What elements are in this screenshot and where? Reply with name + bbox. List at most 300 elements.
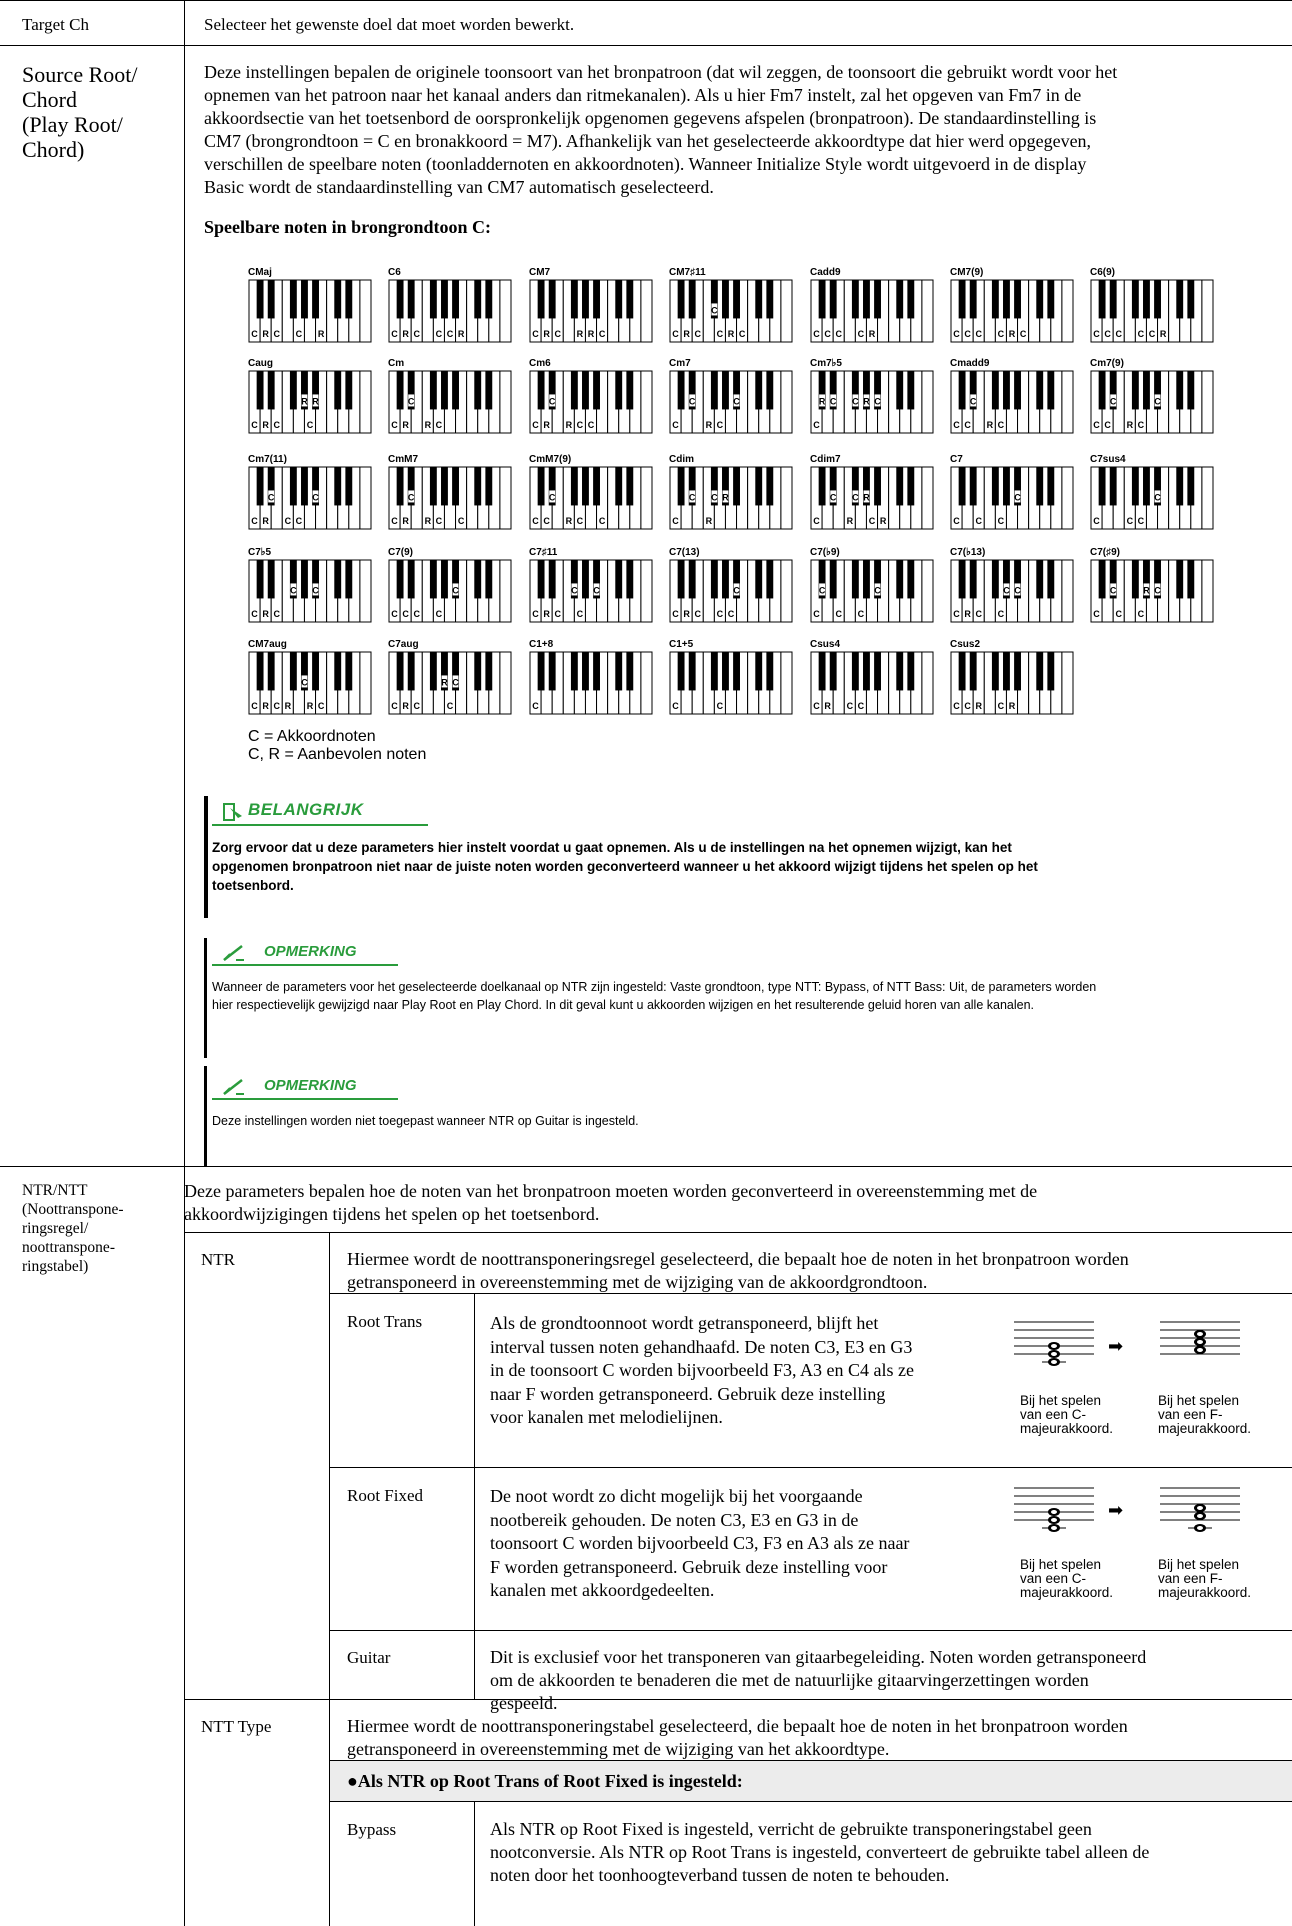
white-key (641, 652, 652, 714)
chord-name: Cm7(11) (248, 454, 287, 465)
black-key (582, 467, 589, 505)
black-key (1036, 280, 1043, 318)
black-key (959, 280, 966, 318)
key-label: C (997, 420, 1005, 430)
key-label: C (435, 609, 443, 619)
black-key (593, 467, 600, 505)
key-label: R (818, 396, 826, 407)
keyboard-diagram (529, 279, 653, 343)
white-key (922, 280, 933, 342)
chord-diagram (950, 357, 1076, 434)
ntt-type-label: NTT Type (201, 1717, 272, 1736)
black-key (549, 560, 556, 598)
bypass-label: Bypass (347, 1820, 397, 1839)
key-label: C (829, 492, 837, 503)
key-label: C (413, 701, 420, 711)
key-label: C (694, 329, 701, 339)
staff-c-major-icon (1014, 1484, 1094, 1544)
note-underline (212, 1098, 398, 1100)
black-key (571, 280, 578, 318)
black-key (1036, 467, 1043, 505)
key-label: C (273, 609, 280, 619)
black-key (441, 371, 448, 409)
key-label: C (407, 396, 415, 407)
black-key (334, 560, 341, 598)
black-key (345, 652, 352, 690)
key-label: C (295, 516, 303, 526)
black-key (485, 560, 492, 598)
black-key (1047, 560, 1054, 598)
black-key (397, 652, 404, 690)
keyboard-diagram (1090, 370, 1214, 434)
black-key (1036, 371, 1043, 409)
keyboard-diagram (810, 279, 934, 343)
key-label: C (267, 492, 275, 503)
key-label: R (705, 420, 713, 430)
key-label: C (1115, 609, 1122, 619)
key-label: R (402, 329, 409, 339)
white-key (922, 652, 933, 714)
legend-recommended-notes: C, R = Aanbevolen noten (248, 746, 427, 763)
key-label: C (273, 701, 280, 711)
black-key (1187, 371, 1194, 409)
key-label: C (312, 585, 319, 596)
chord-name: C6(9) (1090, 267, 1116, 278)
key-label: R (1159, 329, 1167, 339)
chord-diagram (248, 357, 374, 434)
key-label: C (716, 420, 724, 430)
black-key (689, 280, 696, 318)
key-label: C (716, 329, 724, 339)
chord-diagram (810, 638, 936, 715)
white-key (500, 280, 511, 342)
key-label: R (1008, 329, 1016, 339)
black-key (430, 652, 437, 690)
keyboard-diagram (248, 370, 372, 434)
black-key (907, 280, 914, 318)
key-label: C (532, 701, 539, 711)
key-label: C (964, 701, 971, 711)
white-key (1202, 371, 1213, 433)
black-key (766, 560, 773, 598)
chord-diagram (810, 453, 936, 530)
key-label: R (863, 396, 870, 407)
key-label: R (441, 677, 448, 688)
key-label: R (262, 701, 269, 711)
chord-name: Csus2 (950, 639, 981, 650)
key-label: C (290, 585, 297, 596)
staff-c-major-icon (1014, 1318, 1094, 1374)
black-key (711, 371, 718, 409)
black-key (345, 467, 352, 505)
key-label: R (402, 420, 409, 430)
ntr-label: NTR (201, 1250, 235, 1269)
row-divider (0, 45, 1292, 46)
black-key (755, 560, 762, 598)
black-key (1014, 371, 1021, 409)
note-underline (212, 964, 398, 966)
black-key (874, 652, 881, 690)
root-fixed-label: Root Fixed (347, 1486, 424, 1505)
key-label: R (565, 516, 573, 526)
key-label: C (446, 701, 454, 711)
column-divider (474, 1801, 475, 1926)
key-label: C (1154, 585, 1161, 596)
white-key (781, 652, 792, 714)
white-key (360, 652, 371, 714)
black-key (430, 467, 437, 505)
black-key (907, 467, 914, 505)
source-root-description: Deze instellingen bepalen de originele toonsoort van het bronpatroon (dat wil zeggen, de toonsoort die gebruikt wordt voor het opnemen van het patroon naar het kanaal anders dan ritmekanalen). Als u hier Fm7 instelt, zal het opgeven van Fm7 in de akkoordsectie van het toetsenbord de oorspronkelijk opgenomen gegevens afspelen (bronpatroon). De standaardinstelling is CM7 (brongrondtoon = C en bronakkoord = M7). Afhankelijk van het geselecteerde akkoordtype dat hier werd opgegeven, verschillen de speelbare noten (toonladdernoten en akkoordnoten). Wanneer Initialize Style wordt uitgevoerd in de display Basic wordt de standaardinstelling van CM7 automatisch geselecteerd. (204, 62, 1118, 197)
key-label: R (1143, 585, 1150, 596)
chord-diagram (529, 638, 655, 715)
key-label: C (964, 329, 971, 339)
key-label: C (598, 329, 606, 339)
key-label: C (813, 329, 820, 339)
key-label: C (672, 329, 679, 339)
black-key (959, 652, 966, 690)
chord-name: C1+8 (529, 639, 554, 650)
key-label: C (672, 609, 679, 619)
keyboard-diagram (388, 279, 512, 343)
key-label: C (1093, 420, 1100, 430)
black-key (733, 467, 740, 505)
key-label: R (262, 420, 269, 430)
keyboard-diagram (388, 370, 512, 434)
black-key (257, 560, 264, 598)
chord-name: C7(♭13) (950, 547, 986, 558)
black-key (1047, 371, 1054, 409)
key-label: C (997, 329, 1005, 339)
keyboard-diagram (248, 466, 372, 530)
black-key (474, 467, 481, 505)
black-key (345, 560, 352, 598)
key-label: C (407, 492, 415, 503)
pencil-icon (222, 942, 246, 962)
key-label: R (317, 329, 325, 339)
key-label: C (813, 701, 820, 711)
key-label: C (829, 396, 837, 407)
key-label: C (738, 329, 746, 339)
black-key (474, 560, 481, 598)
black-key (678, 467, 685, 505)
chord-diagram (1090, 546, 1216, 623)
black-key (334, 280, 341, 318)
note-body: Deze instellingen worden niet toegepast wanneer NTR op Guitar is ingesteld. (212, 1114, 639, 1128)
black-key (1187, 280, 1194, 318)
black-key (582, 560, 589, 598)
black-key (538, 467, 545, 505)
root-trans-description: Als de grondtoonnoot wordt getransponeerd, blijft het interval tussen noten gehandhaafd. De noten C3, E3 en G3 in de toonsoort C worden bijvoorbeeld F3, A3 en C4 als ze naar F worden getransponeerd. Gebruik deze instelling voor kanalen met melodielijnen. (490, 1313, 914, 1427)
ntr-ntt-label: NTR/NTT (Noottranspone- ringsregel/ noottranspone- ringstabel) (22, 1182, 124, 1275)
black-key (474, 280, 481, 318)
important-sidebar (204, 796, 208, 918)
key-label: R (705, 516, 713, 526)
keyboard-diagram (950, 651, 1074, 715)
key-label: C (874, 585, 881, 596)
black-key (755, 371, 762, 409)
chord-diagram (669, 638, 795, 715)
key-label: C (1115, 329, 1122, 339)
chord-name: CM7(9) (950, 267, 984, 278)
key-label: C (1014, 492, 1021, 503)
important-body: Zorg ervoor dat u deze parameters hier instelt voordat u gaat opnemen. Als u de instellingen na het opnemen wijzigt, kan het opgenomen bronpatroon niet naar de juiste noten worden geconverteerd wanneer u het akkoord wijzigt tijdens het spelen op het toetsenbord. (212, 840, 1038, 893)
white-key (1062, 280, 1073, 342)
chord-diagram (950, 546, 1076, 623)
chord-diagram (529, 357, 655, 434)
black-key (722, 371, 729, 409)
white-key (922, 560, 933, 622)
black-key (874, 280, 881, 318)
chord-diagram (248, 546, 374, 623)
black-key (678, 280, 685, 318)
black-key (626, 652, 633, 690)
key-label: C (413, 609, 420, 619)
black-key (301, 467, 308, 505)
chord-name: Caug (248, 358, 273, 369)
white-key (500, 371, 511, 433)
key-label: R (543, 609, 550, 619)
key-label: C (672, 420, 679, 430)
black-key (430, 280, 437, 318)
black-key (907, 652, 914, 690)
chord-diagram (248, 453, 374, 530)
black-key (441, 467, 448, 505)
key-label: C (251, 516, 258, 526)
black-key (819, 652, 826, 690)
chord-diagram (810, 546, 936, 623)
bypass-description: Als NTR op Root Fixed is ingesteld, verricht de gebruikte transponeringstabel geen nootconversie. Als NTR op Root Trans is ingesteld, converteert de gebruikte tabel alleen de noten door het toonhoogteverband tussen de noten te behouden. (490, 1819, 1150, 1885)
keyboard-diagram (950, 559, 1074, 623)
key-label: C (846, 701, 854, 711)
black-key (615, 652, 622, 690)
important-title: BELANGRIJK (248, 800, 364, 819)
key-label: C (852, 396, 859, 407)
key-label: C (1154, 396, 1161, 407)
key-label: C (1093, 516, 1100, 526)
note-sidebar (204, 1066, 207, 1166)
black-key (689, 560, 696, 598)
black-key (970, 280, 977, 318)
black-key (290, 371, 297, 409)
black-key (334, 371, 341, 409)
black-key (345, 280, 352, 318)
key-label: R (576, 329, 584, 339)
keyboard-diagram (950, 279, 1074, 343)
key-label: C (813, 420, 820, 430)
black-key (733, 280, 740, 318)
key-label: R (975, 701, 982, 711)
black-key (312, 280, 319, 318)
black-key (626, 467, 633, 505)
white-key (922, 467, 933, 529)
black-key (863, 280, 870, 318)
white-key (922, 371, 933, 433)
staff-f-major-icon (1160, 1318, 1240, 1374)
key-label: C (835, 329, 842, 339)
black-key (874, 467, 881, 505)
black-key (722, 652, 729, 690)
white-key (360, 371, 371, 433)
key-label: C (576, 420, 584, 430)
key-label: R (262, 516, 269, 526)
key-label: C (391, 701, 398, 711)
chord-diagram (388, 546, 514, 623)
key-label: C (1137, 609, 1145, 619)
arrow-right-icon: ➡ (1108, 1500, 1124, 1521)
black-key (441, 560, 448, 598)
chord-name: C7(♯9) (1090, 547, 1121, 558)
key-label: C (251, 329, 258, 339)
key-label: C (953, 516, 960, 526)
keyboard-diagram (388, 559, 512, 623)
black-key (538, 560, 545, 598)
black-key (312, 652, 319, 690)
key-label: C (402, 609, 409, 619)
black-key (268, 560, 275, 598)
black-key (626, 280, 633, 318)
chord-name: CmM7 (388, 454, 419, 465)
key-label: C (312, 492, 319, 503)
key-label: R (543, 329, 550, 339)
key-label: C (548, 396, 556, 407)
black-key (711, 652, 718, 690)
chord-name: Cm7(9) (1090, 358, 1124, 369)
key-label: C (532, 420, 539, 430)
key-label: R (284, 701, 292, 711)
black-key (830, 280, 837, 318)
key-label: C (1109, 396, 1117, 407)
black-key (334, 652, 341, 690)
white-key (500, 652, 511, 714)
key-label: C (813, 516, 820, 526)
chord-name: C7♯11 (529, 547, 558, 558)
black-key (959, 467, 966, 505)
key-label: C (857, 329, 865, 339)
chord-name: C7(13) (669, 547, 700, 558)
black-key (1003, 280, 1010, 318)
key-label: R (683, 609, 690, 619)
white-key (1062, 467, 1073, 529)
white-key (1062, 371, 1073, 433)
black-key (766, 467, 773, 505)
key-label: C (284, 516, 292, 526)
black-key (722, 280, 729, 318)
black-key (896, 371, 903, 409)
black-key (959, 560, 966, 598)
black-key (441, 280, 448, 318)
pencil-icon (222, 1076, 246, 1096)
keyboard-diagram (669, 279, 793, 343)
black-key (257, 280, 264, 318)
chord-name: C7♭5 (248, 547, 272, 558)
black-key (896, 467, 903, 505)
black-key (408, 560, 415, 598)
key-label: R (424, 420, 432, 430)
black-key (474, 371, 481, 409)
black-key (1143, 371, 1150, 409)
black-key (863, 652, 870, 690)
chord-name: C7aug (388, 639, 419, 650)
chord-diagram (248, 638, 374, 715)
keyboard-diagram (388, 651, 512, 715)
key-label: C (1093, 609, 1100, 619)
caption-f-major: Bij het spelen van een F- majeurakkoord. (1158, 1393, 1252, 1436)
key-label: C (716, 609, 724, 619)
chord-diagram (1090, 453, 1216, 530)
keyboard-diagram (529, 559, 653, 623)
chord-diagram (388, 638, 514, 715)
key-label: C (975, 609, 982, 619)
key-label: C (733, 585, 740, 596)
column-divider (329, 1232, 330, 1926)
legend-chord-notes: C = Akkoordnoten (248, 728, 376, 745)
key-label: C (452, 677, 459, 688)
white-key (641, 467, 652, 529)
key-label: C (953, 420, 960, 430)
black-key (1099, 280, 1106, 318)
black-key (474, 652, 481, 690)
key-label: C (251, 609, 258, 619)
chord-name: Csus4 (810, 639, 841, 650)
key-label: R (1126, 420, 1134, 430)
key-label: C (457, 516, 465, 526)
chord-diagram (529, 546, 655, 623)
key-label: C (532, 609, 539, 619)
black-key (615, 560, 622, 598)
black-key (819, 467, 826, 505)
black-key (1143, 467, 1150, 505)
chord-diagram (810, 357, 936, 434)
key-label: C (452, 585, 459, 596)
chord-diagram (1090, 266, 1216, 343)
chord-name: CM7♯11 (669, 267, 706, 278)
key-label: C (711, 492, 718, 503)
black-key (615, 467, 622, 505)
chord-name: CmM7(9) (529, 454, 572, 465)
black-key (1176, 467, 1183, 505)
caption-f-major: Bij het spelen van een F- majeurakkoord. (1158, 1557, 1252, 1600)
black-key (678, 560, 685, 598)
key-label: C (1109, 585, 1117, 596)
chord-name: Cm6 (529, 358, 551, 369)
key-label: C (975, 516, 982, 526)
key-label: R (879, 516, 887, 526)
key-label: C (964, 420, 971, 430)
root-fixed-description: De noot wordt zo dicht mogelijk bij het voorgaande nootbereik gehouden. De noten C3, E3 en G3 in de toonsoort C worden bijvoorbeeld C3, F3 en A3 als ze naar F worden getransponeerd. Gebruik deze instelling voor kanalen met akkoordgedeelten. (490, 1486, 910, 1600)
key-label: C (997, 701, 1005, 711)
white-key (500, 560, 511, 622)
key-label: C (593, 585, 600, 596)
key-label: C (857, 609, 865, 619)
key-label: C (1126, 516, 1134, 526)
row-divider (0, 1166, 1292, 1167)
black-key (1047, 652, 1054, 690)
key-label: C (672, 516, 679, 526)
white-key (1202, 280, 1213, 342)
key-label: C (295, 329, 303, 339)
black-key (830, 652, 837, 690)
black-key (1176, 371, 1183, 409)
key-label: R (727, 329, 735, 339)
key-label: R (587, 329, 595, 339)
black-key (549, 652, 556, 690)
chord-name: C7(9) (388, 547, 414, 558)
chord-diagram (248, 266, 374, 343)
keyboard-diagram (529, 466, 653, 530)
white-key (641, 280, 652, 342)
note-body: Wanneer de parameters voor het geselecteerde doelkanaal op NTR zijn ingesteld: Vaste grondtoon, type NTT: Bypass, of NTT Bass: Uit, de parameters worden hier respectievelijk gewijzigd naar Play Root en Play Chord. In dit geval kunt u akkoorden wijzigen en het resulterende geluid horen van alle kanalen. (212, 980, 1097, 1012)
